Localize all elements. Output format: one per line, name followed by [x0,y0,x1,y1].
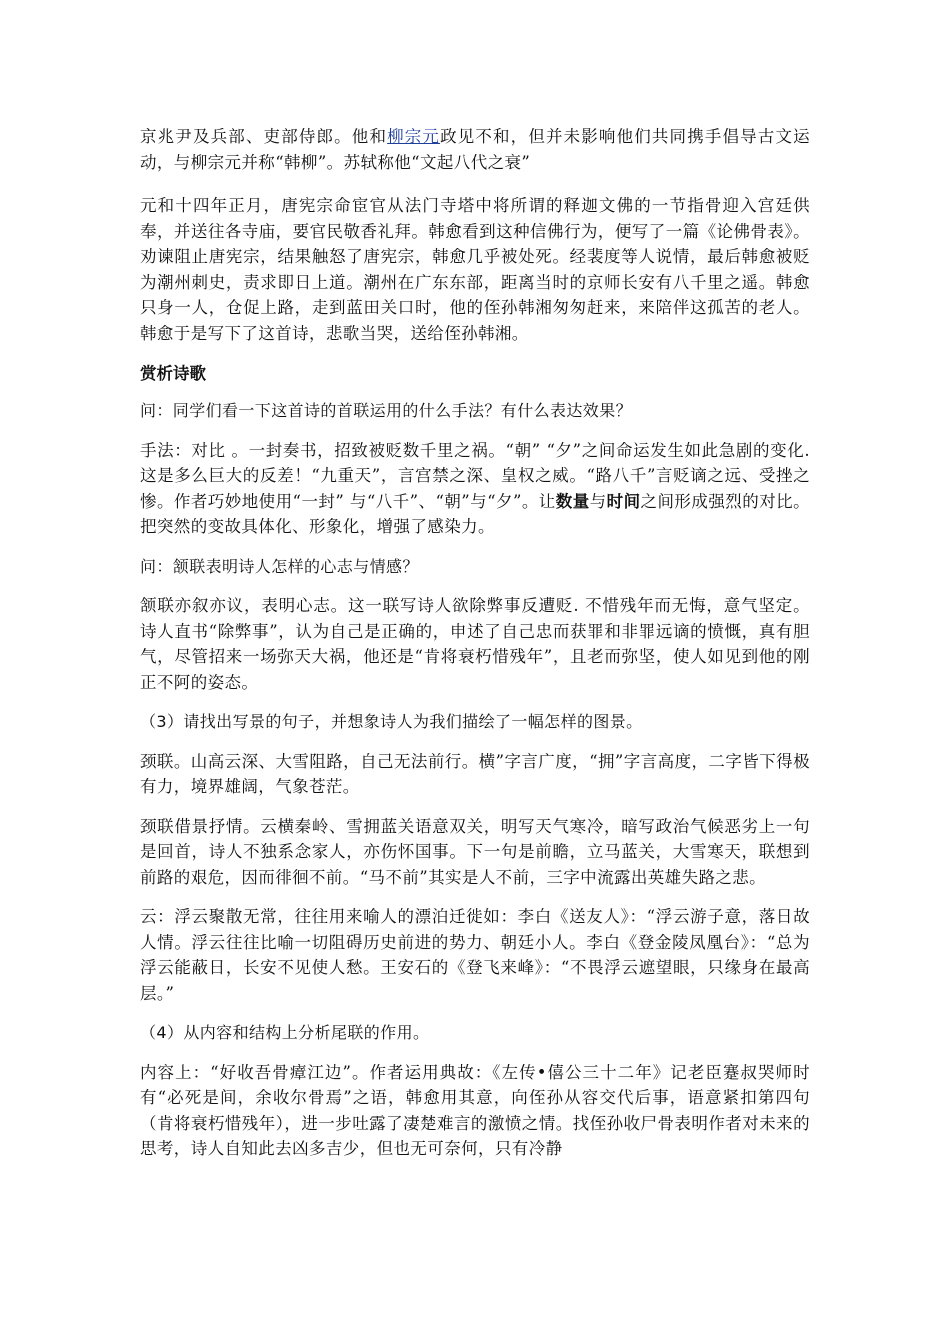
liu-zongyuan-link[interactable]: 柳宗元 [387,127,441,146]
answer-3a: 颈联。山高云深、大雪阻路，自己无法前行。横”字言广度，“拥”字言高度，二字皆下得极有力，境界雄阔，气象苍茫。 [140,751,810,796]
text-span: 京兆尹及兵部、吏部侍郎。他和 [140,127,388,146]
answer-1 [140,438,810,540]
bold-term-time: 时间 [606,491,641,511]
answer-2: 颔联亦叙亦议，表明心志。这一联写诗人欲除弊事反遭贬. 不惜残年而无悔，意气坚定。 诗人直书“除弊事”，认为自己是正确的，申述了自己忠而获罪和非罪远谪的愤慨，真有胆气，尽管招来一场弥天大祸，他还是“肯将衰朽惜残年”，且老而弥坚，使人如见到他的刚正不阿的姿态。 [140,596,810,692]
text-span: 手法：对比 。一封奏书，招致被贬数千里之祸。“朝” “夕”之间命运发生如此急剧的变化. 这是多么巨大的反差！“九重天”，言宫禁之深、皇权之威。“路八千”言贬谪之远、受挫之惨。作者巧妙地使用“一封” 与“八千”、“朝”与“夕”。让 [140,440,810,511]
question-3: （3）请找出写景的句子，并想象诗人为我们描绘了一幅怎样的图景。 [140,712,643,731]
bold-term-quantity: 数量 [555,491,590,511]
answer-3b: 颈联借景抒情。云横秦岭、雪拥蓝关语意双关，明写天气寒冷，暗写政治气候恶劣上一句是回首，诗人不独系念家人，亦伤怀国事。下一句是前瞻，立马蓝关，大雪寒天，联想到前路的艰危，因而徘徊不前。“马不前”其实是人不前，三字中流露出英雄失路之悲。 [140,816,810,887]
answer-3c: 云：浮云聚散无常，往往用来喻人的漂泊迁徙如：李白《送友人》：“浮云游子意，落日故人情。浮云往往比喻一切阻碍历史前进的势力、朝廷小人。李白《登金陵凤凰台》：“总为浮云能蔽日，长安不见使人愁。王安石的《登飞来峰》：“不畏浮云遮望眼，只缘身在最高层。” [140,907,810,1003]
question-1: 问：同学们看一下这首诗的首联运用的什么手法？有什么表达效果？ [140,401,633,420]
text-span: 政见不和，但并未影响他们共同携手倡导古文运动，与柳宗元并称“韩柳”。苏轼称他“文起八代之衰” [140,127,810,172]
section-heading: 赏析诗歌 [140,364,206,383]
question-4: （4）从内容和结构上分析尾联的作用。 [140,1023,430,1042]
text-span: 与 [589,491,607,511]
text-span: 之间形成强烈的对比。把突然的变故具体化、形象化，增强了感染力。 [140,491,810,536]
answer-4: 内容上：“好收吾骨瘴江边”。作者运用典故：《左传•僖公三十二年》记老臣蹇叔哭师时有“必死是间，余收尔骨焉”之语，韩愈用其意，向侄孙从容交代后事，语意紧扣第四句（肯将衰朽惜残年），进一步吐露了凄楚难言的激愤之情。找侄孙收尸骨表明作者对未来的思考，诗人自知此去凶多吉少，但也无可奈何，只有冷静 [140,1062,810,1158]
paragraph-background: 元和十四年正月，唐宪宗命宦官从法门寺塔中将所谓的释迦文佛的一节指骨迎入宫廷供奉，并送往各寺庙，要官民敬香礼拜。韩愈看到这种信佛行为，便写了一篇《论佛骨表》。劝谏阻止唐宪宗，结果触怒了唐宪宗，韩愈几乎被处死。经裴度等人说情，最后韩愈被贬为潮州刺史，责求即日上道。潮州在广东东部，距离当时的京师长安有八千里之遥。韩愈只身一人，仓促上路，走到蓝田关口时，他的侄孙韩湘匆匆赶来，来陪伴这孤苦的老人。韩愈于是写下了这首诗，悲歌当哭，送给侄孙韩湘。 [140,196,810,343]
question-2: 问：颔联表明诗人怎样的心志与情感？ [140,556,419,576]
paragraph-intro-end [140,124,810,175]
